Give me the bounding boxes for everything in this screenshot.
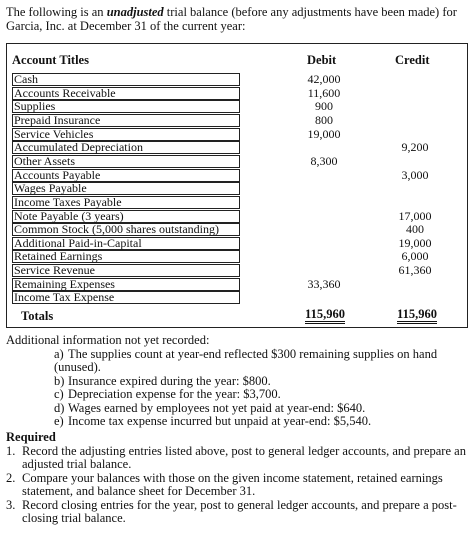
account-name: Accounts Receivable: [12, 87, 240, 100]
required-item-text: Compare your balances with those on the given income statement, retained earnings statement, and balance sheet for December 31.: [22, 470, 443, 498]
credit-amount: 6,000: [401, 249, 429, 264]
item-letter: e): [54, 414, 64, 428]
intro-paragraph: [6, 5, 466, 33]
additional-info-item: [54, 402, 466, 416]
required-item-number: 2.: [6, 470, 16, 485]
additional-info-item: [54, 375, 466, 389]
account-name: Common Stock (5,000 shares outstanding): [12, 223, 240, 236]
item-letter: a): [54, 346, 64, 361]
credit-amount: [377, 155, 453, 168]
credit-amount: 400: [406, 222, 424, 237]
account-name: Supplies: [12, 100, 240, 113]
debit-amount: [289, 169, 359, 182]
debit-amount: [289, 141, 359, 154]
required-list: [6, 445, 468, 526]
required-item-number: 3.: [6, 497, 16, 512]
account-name: Prepaid Insurance: [12, 114, 240, 127]
required-section: [6, 431, 468, 526]
additional-info-item: [54, 348, 466, 375]
credit-amount: 3,000: [401, 167, 429, 182]
debit-amount: [289, 291, 359, 304]
credit-amount: 17,000: [398, 208, 432, 223]
credit-amount: [377, 73, 453, 86]
credit-amount: 19,000: [398, 235, 432, 250]
item-letter: d): [54, 400, 65, 415]
additional-info: [6, 334, 466, 429]
header-debit: Debit: [307, 53, 337, 67]
credit-amount: [377, 196, 453, 209]
item-letter: c): [54, 387, 64, 401]
debit-amount: 42,000: [307, 72, 341, 86]
debit-amount: 900: [315, 99, 333, 114]
required-title: Required: [6, 430, 56, 444]
required-item-number: 1.: [6, 443, 16, 458]
debit-amount: [289, 210, 359, 223]
account-name: Remaining Expenses: [12, 278, 240, 291]
trial-balance-table: [6, 43, 468, 328]
required-item: [6, 445, 468, 472]
credit-amount: [377, 182, 453, 195]
credit-amount: [377, 128, 453, 141]
debit-amount: [289, 237, 359, 250]
debit-amount: 19,000: [307, 126, 341, 141]
additional-info-item: [54, 415, 466, 429]
credit-amount: [377, 291, 453, 304]
header-credit: Credit: [395, 53, 430, 67]
debit-amount: 8,300: [310, 153, 338, 168]
credit-amount: 61,360: [398, 263, 432, 278]
required-item: [6, 499, 468, 526]
account-name: Note Payable (3 years): [12, 210, 240, 223]
account-name: Income Tax Expense: [12, 291, 240, 304]
item-text: Depreciation expense for the year: $3,700.: [68, 387, 281, 401]
additional-info-item: [54, 388, 466, 402]
debit-amount: [289, 250, 359, 263]
debit-amount: 800: [315, 112, 333, 127]
intro-before: The following is an: [6, 5, 107, 19]
item-text: Wages earned by employees not yet paid at year-end: $640.: [68, 400, 366, 415]
required-item-text: Record closing entries for the year, post to general ledger accounts, and prepare a post-closing trial balance.: [22, 497, 457, 525]
debit-amount: [289, 223, 359, 236]
credit-amount: [377, 114, 453, 127]
additional-info-title: Additional information not yet recorded:: [6, 333, 210, 347]
credit-amount: [377, 87, 453, 100]
required-item-text: Record the adjusting entries listed above, post to general ledger accounts, and prepare an adjusted trial balance.: [22, 443, 466, 471]
additional-info-list: [6, 348, 466, 429]
item-letter: b): [54, 373, 65, 388]
item-text: Income tax expense incurred but unpaid at year-end: $5,540.: [68, 414, 372, 428]
account-name: Wages Payable: [12, 182, 240, 195]
total-credit: 115,960: [397, 308, 437, 324]
intro-emphasis: unadjusted: [106, 5, 164, 19]
header-account-titles: Account Titles: [12, 53, 89, 67]
credit-amount: [377, 100, 453, 113]
credit-amount: 9,200: [401, 140, 429, 155]
total-debit: 115,960: [305, 308, 345, 324]
intro-after: trial balance (before any adjustments have been made) for Garcia, Inc. at December 31 of the current year:: [6, 5, 457, 33]
account-name: Cash: [12, 73, 240, 86]
debit-amount: [289, 264, 359, 277]
account-name: Accumulated Depreciation: [12, 141, 240, 154]
debit-amount: 33,360: [307, 276, 341, 291]
item-text: Insurance expired during the year: $800.: [68, 373, 271, 388]
debit-amount: 11,600: [307, 85, 341, 100]
account-name: Income Taxes Payable: [12, 196, 240, 209]
account-name: Service Vehicles: [12, 128, 240, 141]
debit-amount: [289, 196, 359, 209]
debit-amount: [289, 182, 359, 195]
account-name: Additional Paid-in-Capital: [12, 237, 240, 250]
account-name: Service Revenue: [12, 264, 240, 277]
item-text: The supplies count at year-end reflected $300 remaining supplies on hand (unused).: [54, 346, 438, 374]
required-item: [6, 472, 468, 499]
account-name: Accounts Payable: [12, 169, 240, 182]
totals-label: Totals: [21, 309, 54, 323]
credit-amount: [377, 278, 453, 291]
account-name: Retained Earnings: [12, 250, 240, 263]
account-name: Other Assets: [12, 155, 240, 168]
